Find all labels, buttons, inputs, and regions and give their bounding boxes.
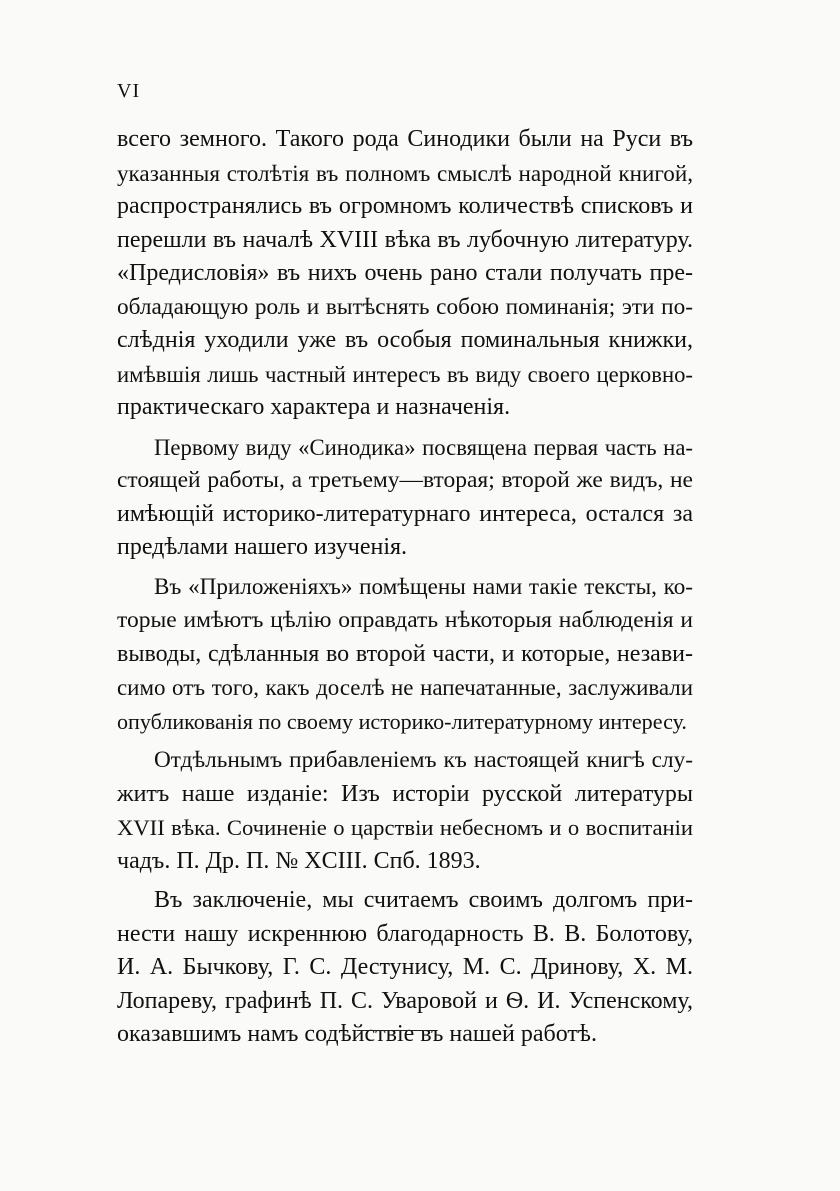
text-line: имѣющій историко-литературнаго интереса, остался за	[117, 500, 693, 527]
section-divider-rule	[357, 1030, 433, 1031]
text-line: перешли въ началѣ XVIII вѣка въ лубочную литературу.	[117, 226, 693, 253]
text-line: распространялись въ огромномъ количествѣ списковъ и	[117, 193, 693, 219]
text-line: чадъ. П. Др. П. № XCIII. Спб. 1893.	[117, 847, 481, 874]
text-line: практическаго характера и назначенія.	[117, 394, 511, 420]
paragraph-3	[117, 571, 693, 739]
paragraph-4	[117, 744, 693, 878]
text-line: житъ наше изданіе: Изъ исторіи русской литературы	[117, 780, 693, 807]
text-line: Лопареву, графинѣ П. С. Уваровой и Ѳ. И. Успенскому,	[117, 987, 693, 1014]
text-line: Первому виду «Синодика» посвящена первая часть на-	[154, 434, 693, 460]
text-line: указанныя столѣтія въ полномъ смыслѣ народной книгой,	[117, 159, 693, 186]
text-line: симо отъ того, какъ доселѣ не напечатанные, заслуживали	[117, 675, 693, 700]
text-line: всего земного. Такого рода Синодики были на Руси въ	[117, 126, 693, 152]
text-line: опубликованія по своему историко-литературному интересу.	[117, 708, 687, 734]
text-line: обладающую роль и вытѣснять собою поминанія; эти по-	[117, 293, 693, 320]
page-number: VI	[117, 80, 141, 102]
text-line: стоящей работы, а третьему—вторая; второй же видъ, не	[117, 467, 693, 493]
text-line: выводы, сдѣланныя во второй части, и которые, незави-	[117, 640, 693, 667]
text-line: слѣднія уходили уже въ особыя поминальныя книжки,	[117, 327, 693, 353]
text-line: оказавшимъ намъ содѣйствіе въ нашей работѣ.	[117, 1021, 597, 1047]
text-line: предѣлами нашего изученія.	[117, 534, 408, 560]
text-line: торые имѣютъ цѣлію оправдать нѣкоторыя наблюденія и	[117, 607, 693, 633]
text-line: нести нашу искреннюю благодарность В. В. Болотову,	[117, 920, 693, 947]
body-text	[117, 123, 693, 1058]
text-line: «Предисловія» въ нихъ очень рано стали получать пре-	[117, 260, 693, 286]
paragraph-1	[117, 123, 693, 425]
text-line: Въ заключеніе, мы считаемъ своимъ долгомъ при-	[154, 887, 693, 913]
text-line: И. А. Бычкову, Г. С. Дестунису, М. С. Дринову, Х. М.	[117, 954, 693, 980]
text-line: имѣвшія лишь частный интересъ въ виду своего церковно-	[117, 361, 693, 387]
paragraph-2	[117, 431, 693, 565]
text-line: Въ «Приложеніяхъ» помѣщены нами такіе тексты, ко-	[154, 573, 693, 600]
text-line: XVII вѣка. Сочиненіе о царствіи небесномъ и о воспитаніи	[117, 815, 693, 840]
paragraph-5	[117, 884, 693, 1052]
text-line: Отдѣльнымъ прибавленіемъ къ настоящей книгѣ слу-	[154, 747, 693, 773]
